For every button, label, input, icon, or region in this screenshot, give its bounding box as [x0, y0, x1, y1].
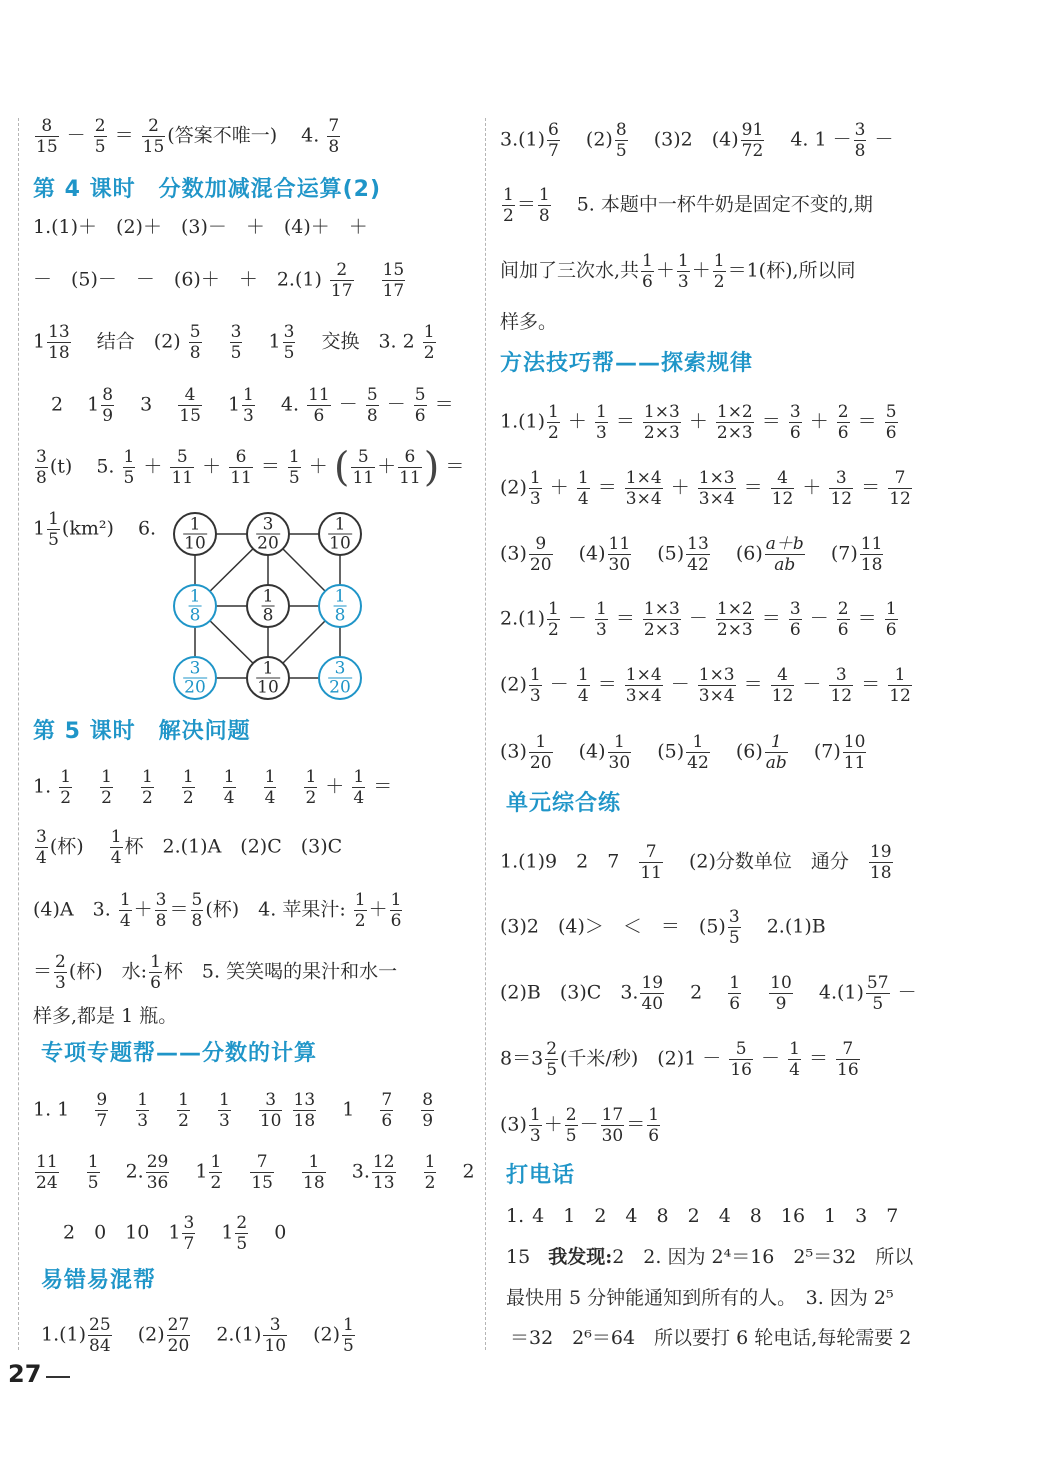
grid-node-middle-right: 1 8	[318, 584, 362, 628]
left-line-1: $\frac{8}{15}$ － $\frac{2}{5}$ ＝ $\frac{2}{15}$ (答案不唯一) 4. $\frac{7}{8}$	[36, 116, 340, 157]
grid-node-top-left: 1 10	[173, 512, 217, 556]
fraction: $\frac{8}{15}$	[36, 116, 58, 157]
right-line-6: (2) $\frac{1}{3}$ ＋ $\frac{1}{4}$ ＝ $\frac{1\times 4}{3\times 4}$ ＋ $\frac{1\times 3}{3\times 4}$ ＝ $\frac{4}{12}$ ＋ $\frac{3}{12}$ ＝ $\frac{7}{12}$	[500, 468, 911, 509]
left-line-7: 1 $\frac{1}{5}$ (km²) 6.	[33, 509, 157, 550]
grid-node-center: 1 8	[246, 584, 290, 628]
section-heading-method-tips: 方法技巧帮——探索规律	[500, 351, 754, 376]
right-line-17: 15 我发现:2 2. 因为 2⁴＝16 2⁵＝32 所以	[506, 1246, 914, 1268]
right-line-8: 2.(1) $\frac{1}{2}$ － $\frac{1}{3}$ ＝ $\frac{1\times 3}{2\times 3}$ － $\frac{1\times 2}{2\times 3}$ ＝ $\frac{3}{6}$ － $\frac{2}{6}$ ＝ $\frac{1}{6}$	[500, 599, 897, 640]
right-line-16: 1. 4 1 2 4 8 2 4 8 16 1 3 7	[506, 1205, 899, 1227]
section-heading-unit-review: 单元综合练	[506, 791, 622, 816]
right-line-2: $\frac{1}{2}$ ＝ $\frac{1}{8}$ 5. 本题中一杯牛奶是固定不变的,期	[503, 185, 873, 226]
left-line-15: 2 0 10 1 $\frac{3}{7}$ 1 $\frac{2}{5}$ 0	[63, 1213, 287, 1254]
left-line-16: 1.(1) $\frac{25}{84}$ (2) $\frac{27}{20}$ 2.(1) $\frac{3}{10}$ (2) $\frac{1}{5}$	[41, 1315, 354, 1356]
page-number-dash	[46, 1376, 70, 1378]
left-margin-rule	[18, 118, 19, 1350]
left-line-13: 1. 1 $\frac{9}{7}$ $\frac{1}{3}$ $\frac{1}{2}$ $\frac{1}{3}$ $\frac{3}{10}$ $\frac{13}{18}$ 1 $\frac{7}{6}$ $\frac{8}{9}$	[33, 1090, 434, 1131]
left-line-11: ＝ $\frac{2}{3}$ (杯) 水: $\frac{1}{6}$ 杯 5. 笑笑喝的果汁和水一	[33, 952, 398, 993]
right-line-4: 样多。	[500, 311, 558, 333]
right-line-18: 最快用 5 分钟能通知到所有的人。 3. 因为 2⁵	[506, 1287, 894, 1309]
grid-node-middle-left: 1 8	[173, 584, 217, 628]
right-line-13: (2)B (3)C 3. $\frac{19}{40}$ 2 $\frac{1}{6}$ $\frac{10}{9}$ 4.(1) $\frac{57}{5}$ －	[500, 973, 917, 1014]
right-line-5: 1.(1) $\frac{1}{2}$ ＋ $\frac{1}{3}$ ＝ $\frac{1\times 3}{2\times 3}$ ＋ $\frac{1\times 2}{2\times 3}$ ＝ $\frac{3}{6}$ ＋ $\frac{2}{6}$ ＝ $\frac{5}{6}$	[500, 402, 897, 443]
grid-node-bottom-right: 3 20	[318, 656, 362, 700]
fraction-grid-diagram	[130, 510, 370, 710]
left-line-14: $\frac{11}{24}$ $\frac{1}{5}$ 2. $\frac{29}{36}$ 1 $\frac{1}{2}$ $\frac{7}{15}$ $\frac{1}{18}$ 3. $\frac{12}{13}$ $\frac{1}{2}$ 2	[36, 1152, 475, 1193]
section-heading-lesson-5: 第 5 课时 解决问题	[33, 719, 251, 744]
left-line-2: 1.(1)＋ (2)＋ (3)－ ＋ (4)＋ ＋	[33, 216, 368, 238]
section-heading-special-topic: 专项专题帮——分数的计算	[41, 1041, 318, 1066]
left-line-9: $\frac{3}{4}$ (杯) $\frac{1}{4}$ 杯 2.(1)A (2)C (3)C	[36, 827, 343, 868]
right-line-1: 3.(1) $\frac{6}{7}$ (2) $\frac{8}{5}$ (3)2 (4) $\frac{91}{72}$ 4. 1 － $\frac{3}{8}$ －	[500, 120, 894, 161]
section-heading-phone-call: 打电话	[506, 1163, 576, 1188]
fraction: $\frac{2}{15}$	[142, 116, 165, 157]
fraction: $\frac{2}{5}$	[94, 116, 106, 157]
left-line-8: 1. $\frac{1}{2}$ $\frac{1}{2}$ $\frac{1}{2}$ $\frac{1}{2}$ $\frac{1}{4}$ $\frac{1}{4}$ $\frac{1}{2}$ ＋ $\frac{1}{4}$ ＝	[33, 767, 393, 808]
column-divider	[485, 118, 486, 1350]
grid-node-top-right: 1 10	[318, 512, 362, 556]
left-line-4: 1 $\frac{13}{18}$ 结合 (2) $\frac{5}{8}$ $\frac{3}{5}$ 1 $\frac{3}{5}$ 交换 3. 2 $\frac{1}{2}$	[33, 322, 435, 363]
left-line-5: 2 1 $\frac{8}{9}$ 3 $\frac{4}{15}$ 1 $\frac{1}{3}$ 4. $\frac{11}{6}$ － $\frac{5}{8}$ － $\frac{5}{6}$ ＝	[51, 385, 454, 426]
fraction: $\frac{7}{8}$	[328, 116, 340, 157]
page-number: 27	[8, 1360, 42, 1388]
left-line-10: (4)A 3. $\frac{1}{4}$ ＋ $\frac{3}{8}$ ＝ $\frac{5}{8}$ (杯) 4. 苹果汁: $\frac{1}{2}$ ＋ $\frac{1}{6}$	[33, 890, 402, 931]
left-line-6: $\frac{3}{8}$ (t) 5. $\frac{1}{5}$ ＋ $\frac{5}{11}$ ＋ $\frac{6}{11}$ ＝ $\frac{1}{5}$ ＋ ( $\frac{5}{11}$ ＋ $\frac{6}{11}$ ) ＝	[36, 444, 465, 491]
left-line-3: － (5)－ － (6)＋ ＋ 2.(1) $\frac{2}{17}$ $\frac{15}{17}$	[33, 260, 405, 301]
section-heading-lesson-4: 第 4 课时 分数加减混合运算(2)	[33, 177, 382, 202]
right-line-9: (2) $\frac{1}{3}$ － $\frac{1}{4}$ ＝ $\frac{1\times 4}{3\times 4}$ － $\frac{1\times 3}{3\times 4}$ ＝ $\frac{4}{12}$ － $\frac{3}{12}$ ＝ $\frac{1}{12}$	[500, 665, 911, 706]
grid-node-top-middle: 3 20	[246, 512, 290, 556]
left-line-12: 样多,都是 1 瓶。	[33, 1005, 178, 1027]
right-line-15: (3) $\frac{1}{3}$ ＋ $\frac{2}{5}$ － $\frac{17}{30}$ ＝ $\frac{1}{6}$	[500, 1105, 660, 1146]
right-line-7: (3) $\frac{9}{20}$ (4) $\frac{11}{30}$ (5) $\frac{13}{42}$ (6) $\frac{a+b}{ab}$ (7) $\frac{11}{18}$	[500, 534, 883, 575]
right-line-10: (3) $\frac{1}{20}$ (4) $\frac{1}{30}$ (5) $\frac{1}{42}$ (6) $\frac{1}{ab}$ (7) $\frac{10}{11}$	[500, 732, 866, 773]
right-line-3: 间加了三次水,共 $\frac{1}{6}$ ＋ $\frac{1}{3}$ ＋ $\frac{1}{2}$ ＝1(杯),所以同	[500, 251, 856, 292]
right-line-11: 1.(1)9 2 7 $\frac{7}{11}$ (2)分数单位 通分 $\frac{19}{18}$	[500, 842, 892, 883]
section-heading-error-prone: 易错易混帮	[41, 1268, 157, 1293]
grid-node-bottom-middle: 1 10	[246, 656, 290, 700]
right-line-12: (3)2 (4)＞ ＜ ＝ (5) $\frac{3}{5}$ 2.(1)B	[500, 907, 826, 948]
right-line-14: 8＝3 $\frac{2}{5}$ (千米/秒) (2)1 － $\frac{5}{16}$ － $\frac{1}{4}$ ＝ $\frac{7}{16}$	[500, 1039, 859, 1080]
right-line-19: ＝32 2⁶＝64 所以要打 6 轮电话,每轮需要 2	[510, 1327, 912, 1349]
grid-node-bottom-left: 3 20	[173, 656, 217, 700]
